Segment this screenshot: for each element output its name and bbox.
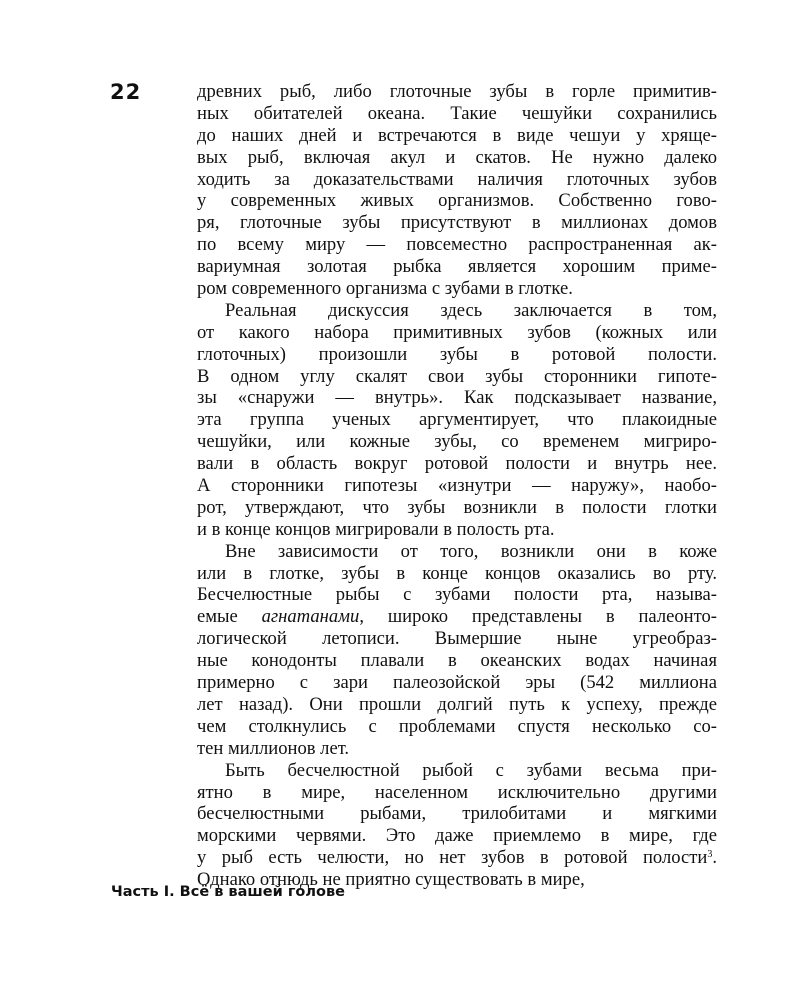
text-line: емые агнатанами, широко представлены в палеонто- xyxy=(197,606,717,628)
text-line: по всему миру — повсеместно распространенная ак- xyxy=(197,234,717,256)
text-line: лет назад). Они прошли долгий путь к успеху, прежде xyxy=(197,693,717,715)
text-line: Однако отнюдь не приятно существовать в мире, xyxy=(197,869,585,891)
text-line: вариумная золотая рыбка является хорошим приме- xyxy=(197,256,717,278)
text-line: Бесчелюстные рыбы с зубами полости рта, называ- xyxy=(197,584,717,606)
text-line: чем столкнулись с проблемами спустя несколько со- xyxy=(197,715,717,737)
text-line: глоточных) произошли зубы в ротовой полости. xyxy=(197,343,717,365)
text-line: ходить за доказательствами наличия глоточных зубов xyxy=(197,168,717,190)
text-line: ных обитателей океана. Такие чешуйки сохранились xyxy=(197,102,717,124)
text-line: чешуйки, или кожные зубы, со временем мигриро- xyxy=(197,431,717,453)
text-line: рот, утверждают, что зубы возникли в полости глотки xyxy=(197,496,717,518)
text-line: Вне зависимости от того, возникли они в коже xyxy=(225,540,717,562)
text-line: древних рыб, либо глоточные зубы в горле примитив- xyxy=(197,81,717,102)
text-line: до наших дней и встречаются в виде чешуи у хряще- xyxy=(197,124,717,146)
text-line: ные конодонты плавали в океанских водах начиная xyxy=(197,650,717,672)
text-line: вых рыб, включая акул и скатов. Не нужно далеко xyxy=(197,146,717,168)
text-line: логической летописи. Вымершие ныне угреобраз- xyxy=(197,628,717,650)
text-line: Реальная дискуссия здесь заключается в том, xyxy=(225,299,717,321)
text-line: примерно с зари палеозойской эры (542 миллиона xyxy=(197,672,717,694)
text-line: А сторонники гипотезы «изнутри — наружу», наобо- xyxy=(197,475,717,497)
text-line: В одном углу скалят свои зубы сторонники гипоте- xyxy=(197,365,717,387)
text-line: тен миллионов лет. xyxy=(197,737,350,759)
text-line: бесчелюстными рыбами, трилобитами и мягкими xyxy=(197,803,717,825)
text-line: Быть бесчелюстной рыбой с зубами весьма при- xyxy=(225,759,717,781)
footnote-marker[interactable]: 3 xyxy=(707,849,713,861)
text-line: ром современного организма с зубами в глотке. xyxy=(197,278,573,300)
text-line: и в конце концов мигрировали в полость рта. xyxy=(197,518,555,540)
text-line: от какого набора примитивных зубов (кожных или xyxy=(197,321,717,343)
text-line: морскими червями. Это даже приемлемо в мире, где xyxy=(197,825,717,847)
text-line: у современных живых организмов. Собственно гово- xyxy=(197,190,717,212)
text-line: вали в область вокруг ротовой полости и внутрь нее. xyxy=(197,453,717,475)
text-line: зы «снаружи — внутрь». Как подсказывает название, xyxy=(197,387,717,409)
text-line: у рыб есть челюсти, но нет зубов в ротовой полости$^3$. xyxy=(197,847,717,869)
text-line: ятно в мире, населенном исключительно другими xyxy=(197,781,717,803)
body-text xyxy=(197,81,717,891)
italic-term: агнатанами xyxy=(261,606,360,628)
page-number: 22 xyxy=(110,80,142,104)
text-line: эта группа ученых аргументирует, что плакоидные xyxy=(197,409,717,431)
text-line: или в глотке, зубы в конце концов оказались во рту. xyxy=(197,562,717,584)
running-footer: Часть I. Всё в вашей голове xyxy=(111,884,345,900)
text-line: ря, глоточные зубы присутствуют в миллионах домов xyxy=(197,212,717,234)
